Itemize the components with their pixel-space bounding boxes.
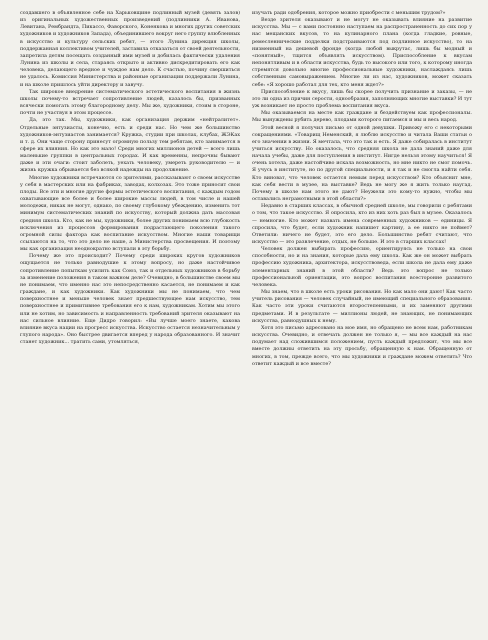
paragraph: создавшего в объявленное себе на Харьковщине подлинный музей (девять залов) из оригинальных художественных произведений (подлинники А. Иванова, Левитана, Рембрандта, Пикассо, Фаворского, Коненкова и многих других советских художников и художников Запада), объединившего вокруг него группу влюбленных в искусство и культуру сельских ребят, — этого Лунина дирекция школы, поддержанная коллективом учителей, заставила отказаться от своей деятельности, запретила детям посещать созданный ими музей и добилась фактически удаления Лунина из школы и села, стараясь открыто и активно дискредитировать его как человека, делающего вредное и чуждое нам дело. К счастью, почину свершиться не удалось. Комиссия Министерства и районные организации поддержали Лунина, и на школе пришлось уйти директору и завучу. <box>20 10 240 88</box>
paragraph: Недавно в старших классах, в обычной средней школе, мы говорили с ребятами о том, что такое искусство. Я опросила, кто из них хоть раз был в музее. Оказалось — немногие. Кто может назвать имена современных художников — единицы. Я спросила, что будет, если художник напишет картину, а ее никто не поймет? Ответили: ничего не будет, это его дело. Большинство ребят считают, что искусство — это развлечение, отдых, не больше. И это в старших классах! <box>252 203 472 245</box>
right-column <box>252 10 472 630</box>
left-column <box>20 10 240 630</box>
article-columns <box>20 10 472 630</box>
paragraph: Мы оказываемся на месте как граждане и бездействуем как профессионалы. Мы вынуждены рубить дерево, плодами которого питаемся и мы и весь народ. <box>252 110 472 124</box>
paragraph: Везде зрителя оказывают и не могут не оказывать влияние на развитие искусства. Мы — с вами постоянно наступаем на распространенность до сих пор у нас мещанских вкусов, то на кулинарного плана (когда гладкие, ровные, ремесленнические подделки подстраиваются под подлинное искусство), то на низменный на дешевой фронде (когда любой выкрутас, лишь бы модный и «понятный», тщится объявлять искусством). Приспособление к вкусам непонятливым и в области искусства, будь то высокого или того, к которому иногда стремятся довольно многие профессиональные художники, наслаждаясь лишь собственным самовыражением. Многие ли из нас, художников, может сказать себе: «Я хорошо работал для тех, кто меня ждет?» <box>252 17 472 88</box>
paragraph: Многие художники встречаются со зрителями, рассказывают о своем искусстве у себя в мастерских или на фабриках, заводах, колхозах. Это тоже приносит свои плоды. Все эти и многие другие формы эстетического воспитания, с каждым годом охватывающие все более и более широкие массы людей, в том числе и нашей молодежи, никак не могут, однако, по своему глубокому убеждению, изменить тот минимум систематических знаний по искусству, который должна дать массовая средняя школа. Кто, как не мы, художники, более других понимаем всю глубокость исключения из процессов формирования подрастающего поколения такого огромной силы фактора как воспитание искусством. Многие наши товарищи ссылаются на то, что это дело не наше, а Министерства просвещения. И поэтому мы как организация неоднократно вступали в эту борьбу. <box>20 174 240 253</box>
paragraph: Этой весной я получил письмо от одной девушки. Привожу его с некоторыми сокращениями. «Товарищ Неменский, я люблю искусство и читала Ваши статьи о его значении в жизни. Я мечтала, что это так и есть. Я даже собиралась в институт учиться искусству. Но оказалось, что средняя школа не дала знаний даже для начала учебы, даже для поступления в институт. Нигде нельзя этому научиться! Я очень хотела, даже настойчиво искала возможность, но мне никто не смог помочь. Я учусь в институте, но по другой специальности, и я так и не смогла найти себя. Кто виноват, что человек остается немым перед искусством? Кто объяснит мне, как себя вести в музее, на выставке? Ведь не могу же я жить только наугад. Почему в школе нам этого не дают? Неужели это кому-то нужно, чтобы мы оставались неграмотными в этой области?» <box>252 124 472 203</box>
paragraph: Приспособление к вкусу, лишь бы скорее получить признание и заказы, — не это ли одна из причин серости, однообразия, заполняющих многие выставки? И тут уж возникает не просто проблема воспитания вкуса. <box>252 88 472 110</box>
paragraph: Почему же это происходит? Почему среди широких кругов художников ощущается не только равнодушие к этому вопросу, но даже настойчивое сопротивление попыткам усилить как Союз, так и отдельных художников в борьбу за изменение положения в таком важном деле? Очевидно, в большинстве своем мы не понимаем, что именно нас это непосредственно касается, не понимаем и как граждане, и как художники. Как художники мы не понимаем, что чем поверхностнее и меньше человек знает предшествующее нам искусство, тем поверхностнее и примитивнее требования его к нам, художникам. Хотим мы этого или не хотим, но зависимость и направленность требований зрителя оказывают на нас сильное влияние. Еще Дидро говорил: «Вы лучше моего знаете, какова влияние вкуса нации на прогресс искусства. Искусство остается незначительным у глупого народа». Оно быстрее двигается вперед у народа образованного. И значит станет художник... тратить сами, утомляться, <box>20 253 240 346</box>
paragraph: изучать ради одобрения, которое можно приобрести с меньшим трудом?» <box>252 10 446 16</box>
paragraph: Человек должен выбирать профессию, ориентируясь не только на свои способности, но и на знания, которые дала ему школа. Как же он может выбрать профессию художника, архитектора, искусствоведа, если школа не дала ему даже элементарных знаний в этой области? Ведь это вопрос не только профессиональной ориентации, это вопрос воспитания всесторонне развитого человека. <box>252 246 472 288</box>
paragraph: Мы знаем, что в школе есть уроки рисования. Но как мало они дают! Как часто учитель рисования — человек случайный, не имеющий специального образования. Как часто эти уроки считаются второстепенными, и их заменяют другими предметами. И в результате — миллионы людей, не знающих, не понимающих искусства, равнодушных к нему. <box>252 289 472 324</box>
paragraph: Хотя это письмо адресовано на мое имя, но обращено не всем нам, работникам искусства. Очевидно, и отвечать должен не только я, — мы все каждый на нас подумает над сложившимся положением, пусть каждый предложит, что мы все вместе должны ответить на эту просьбу, обращенную к нам. Обращенную от многих, в том, прежде всего, что мы художники и граждане можем ответить? Что ответит каждый и все вместе? <box>252 324 472 367</box>
paragraph: Так широкое внедрение систематического эстетического воспитания в жизнь школы почему-то встречает сопротивление людей, казалось бы, призванных всячески помогать этому благородному делу. Мы же, художники, стоим в стороне, почти не участвуя в этом процессе. <box>20 88 240 117</box>
paragraph: Да, это так. Мы, художники, как организация держим «нейтралитет». Отдельные энтузиасты, конечно, есть и среди нас. Но чем же большинство художников-энтузиастов занимается? Кружка, студии при школах, клубах, ЖЭКах и т. д. Они чаще сторону принесут огромную пользу тем ребятам, кто занимается в сфере их влияния. Но как это мало! Среди многих миллионов детей — всего лишь маленькие группки в центральных городах. И как временны, непрочны бывают даже и эти очаги: стоит заболеть, уехать человеку, умереть руководителю — и жизнь кружка обрывается без всякой надежды на продолжение. <box>20 117 240 174</box>
